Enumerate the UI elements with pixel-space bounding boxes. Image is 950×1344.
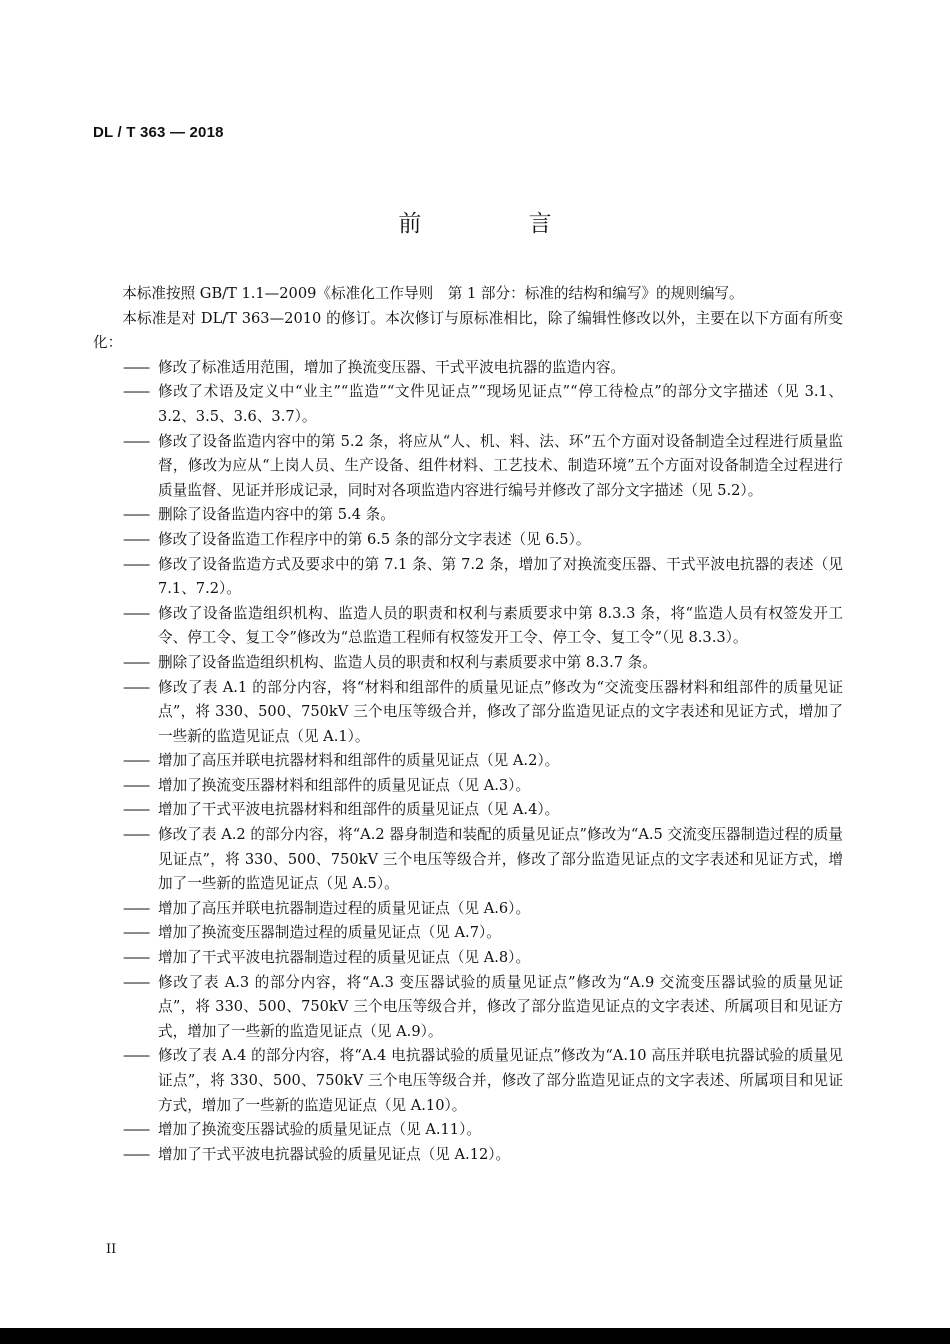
change-item — [93, 774, 843, 799]
change-item — [93, 946, 843, 971]
change-item-text: 修改了设备监造内容中的第 5.2 条，将应从“人、机、料、法、环”五个方面对设备制造全过程进行质量监督，修改为应从“上岗人员、生产设备、组件材料、工艺技术、制造环境”五个方面对设备制造全过程进行质量监督、见证并形成记录，同时对各项监造内容进行编号并修改了部分文字描述（见 5.2）。 — [158, 432, 843, 499]
change-item-text: 修改了设备监造组织机构、监造人员的职责和权利与素质要求中第 8.3.3 条，将“监造人员有权签发开工令、停工令、复工令”修改为“总监造工程师有权签发开工令、停工令、复工令”（见 8.3.3）。 — [158, 604, 843, 647]
dash-marker: —— — [123, 678, 149, 696]
dash-marker: —— — [123, 1145, 149, 1163]
change-item-text: 增加了换流变压器材料和组部件的质量见证点（见 A.3）。 — [158, 776, 531, 794]
change-item-text: 增加了换流变压器试验的质量见证点（见 A.11）。 — [158, 1121, 481, 1139]
change-item-text: 增加了换流变压器制造过程的质量见证点（见 A.7）。 — [158, 924, 501, 942]
dash-marker: —— — [123, 973, 149, 991]
change-item-text: 增加了干式平波电抗器试验的质量见证点（见 A.12）。 — [158, 1145, 511, 1163]
change-item — [93, 553, 843, 602]
change-item — [93, 380, 843, 429]
dash-marker: —— — [123, 899, 149, 917]
change-item-text: 修改了表 A.1 的部分内容，将“材料和组部件的质量见证点”修改为“交流变压器材料和组部件的质量见证点”，将 330、500、750kV 三个电压等级合并，修改了部分监造见证点的文字表述和见证方式，增加了一些新的监造见证点（见 A.1）。 — [158, 678, 843, 745]
change-item — [93, 1118, 843, 1143]
change-item-text: 修改了标准适用范围，增加了换流变压器、干式平波电抗器的监造内容。 — [158, 358, 626, 376]
change-item-text: 修改了表 A.4 的部分内容，将“A.4 电抗器试验的质量见证点”修改为“A.10 高压并联电抗器试验的质量见证点”，将 330、500、750kV 三个电压等级合并，修改了部分监造见证点的文字表述、所属项目和见证方式，增加了一些新的监造见证点（见 A.10）。 — [158, 1047, 843, 1114]
change-item — [93, 798, 843, 823]
change-item-text: 修改了表 A.3 的部分内容，将“A.3 变压器试验的质量见证点”修改为“A.9 交流变压器试验的质量见证点”，将 330、500、750kV 三个电压等级合并，修改了部分监造见证点的文字表述、所属项目和见证方式，增加了一些新的监造见证点（见 A.9）。 — [158, 973, 843, 1040]
change-item — [93, 651, 843, 676]
change-item-text: 修改了术语及定义中“业主”“监造”“文件见证点”“现场见证点”“停工待检点”的部分文字描述（见 3.1、3.2、3.5、3.6、3.7）。 — [158, 383, 843, 425]
change-item-text: 修改了表 A.2 的部分内容，将“A.2 器身制造和装配的质量见证点”修改为“A.5 交流变压器制造过程的质量见证点”，将 330、500、750kV 三个电压等级合并，修改了部分监造见证点的文字表述和见证方式，增加了一些新的监造见证点（见 A.5）。 — [158, 826, 843, 893]
page-title: 前 言 — [398, 211, 602, 237]
change-item-text: 修改了设备监造方式及要求中的第 7.1 条、第 7.2 条，增加了对换流变压器、干式平波电抗器的表述（见 7.1、7.2）。 — [158, 555, 843, 598]
change-item-text: 增加了干式平波电抗器制造过程的质量见证点（见 A.8）。 — [158, 949, 531, 967]
dash-marker: —— — [123, 776, 149, 794]
intro-paragraph: 本标准是对 DL/T 363—2010 的修订。本次修订与原标准相比，除了编辑性修改以外，主要在以下方面有所变化： — [93, 309, 843, 352]
change-item — [93, 897, 843, 922]
dash-marker: —— — [123, 924, 149, 942]
document-body — [93, 282, 843, 1167]
intro-paragraph: 本标准按照 GB/T 1.1—2009《标准化工作导则 第 1 部分：标准的结构和编写》的规则编写。 — [122, 285, 744, 302]
dash-marker: —— — [123, 530, 149, 548]
dash-marker: —— — [123, 358, 149, 376]
dash-marker: —— — [123, 506, 149, 524]
change-item — [93, 430, 843, 504]
dash-marker: —— — [123, 653, 149, 671]
change-item-text: 删除了设备监造组织机构、监造人员的职责和权利与素质要求中第 8.3.7 条。 — [158, 653, 657, 671]
change-item — [93, 528, 843, 553]
dash-marker: —— — [123, 555, 149, 573]
change-item — [93, 921, 843, 946]
dash-marker: —— — [123, 383, 149, 401]
dash-marker: —— — [123, 432, 149, 450]
dash-marker: —— — [123, 949, 149, 967]
dash-marker: —— — [123, 826, 149, 844]
standard-number-header: DL / T 363 — 2018 — [93, 124, 224, 141]
change-item — [93, 356, 843, 381]
change-item-text: 修改了设备监造工作程序中的第 6.5 条的部分文字表述（见 6.5）。 — [158, 530, 591, 548]
page-number: II — [106, 1242, 117, 1257]
dash-marker: —— — [123, 752, 149, 770]
change-item — [93, 823, 843, 897]
change-item — [93, 676, 843, 750]
change-item — [93, 1044, 843, 1118]
change-list — [93, 356, 843, 1168]
dash-marker: —— — [123, 1121, 149, 1139]
dash-marker: —— — [123, 604, 149, 622]
change-item — [93, 602, 843, 651]
bottom-border — [0, 1328, 950, 1344]
dash-marker: —— — [123, 801, 149, 819]
change-item — [93, 971, 843, 1045]
change-item-text: 增加了高压并联电抗器制造过程的质量见证点（见 A.6）。 — [158, 899, 531, 917]
change-item-text: 删除了设备监造内容中的第 5.4 条。 — [158, 506, 395, 524]
change-item — [93, 749, 843, 774]
change-item — [93, 503, 843, 528]
change-item-text: 增加了干式平波电抗器材料和组部件的质量见证点（见 A.4）。 — [158, 801, 560, 819]
dash-marker: —— — [123, 1047, 149, 1065]
change-item-text: 增加了高压并联电抗器材料和组部件的质量见证点（见 A.2）。 — [158, 752, 560, 770]
change-item — [93, 1143, 843, 1168]
